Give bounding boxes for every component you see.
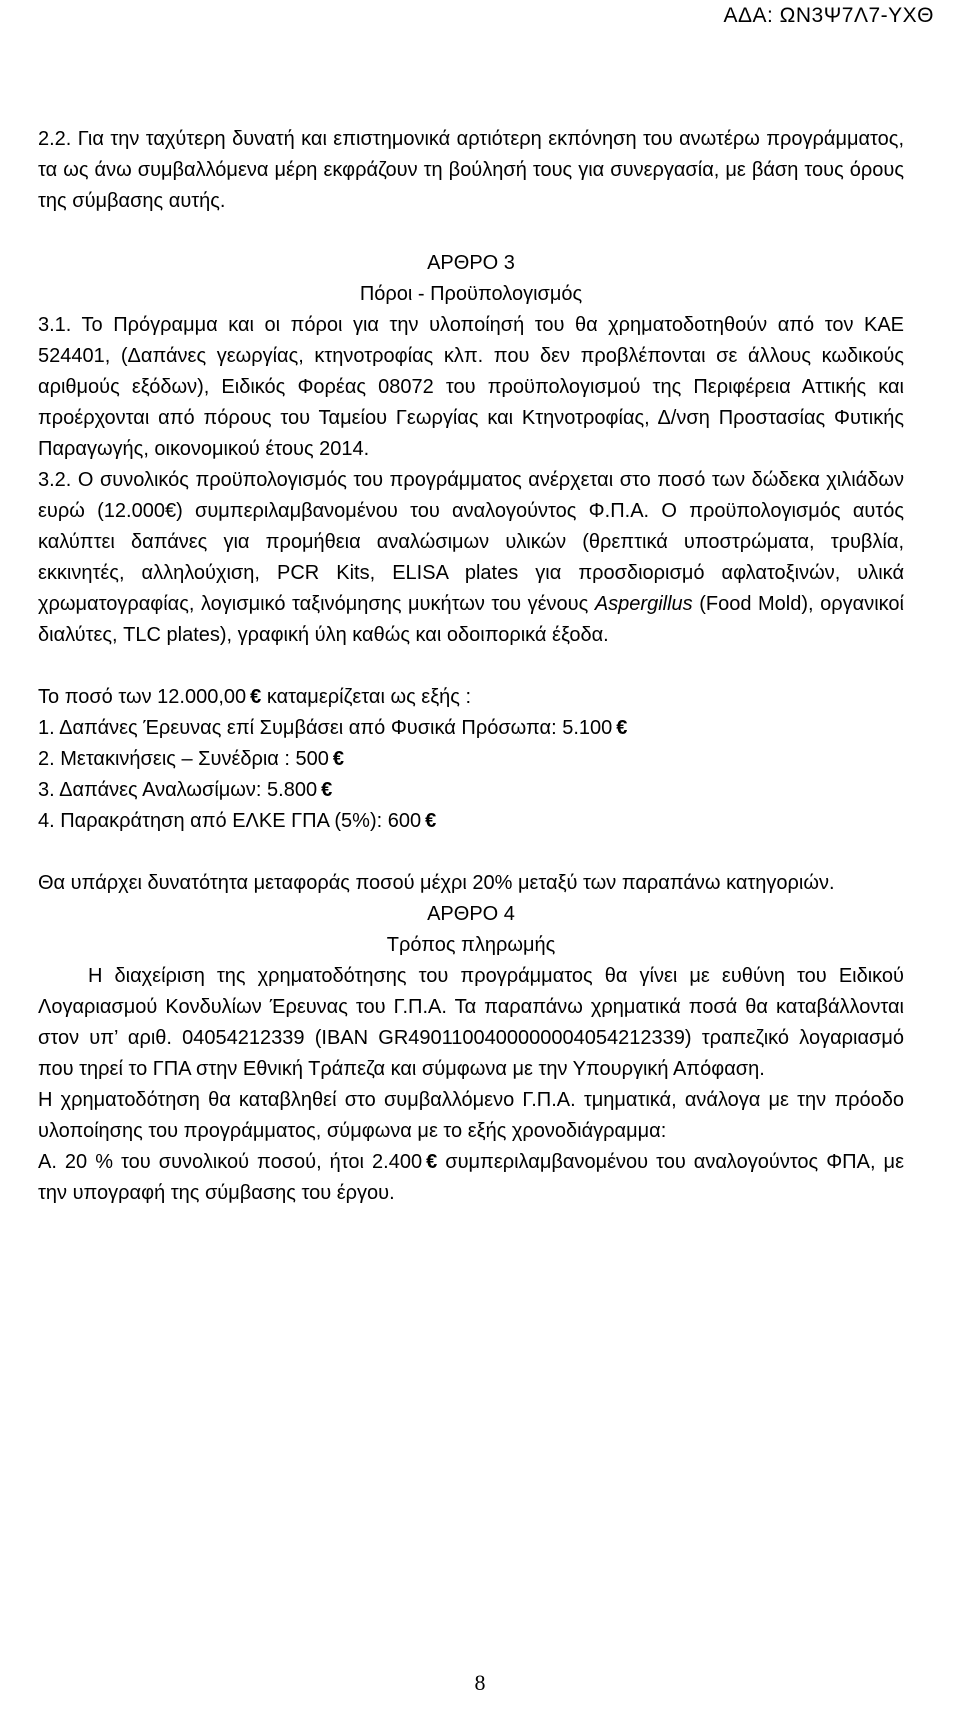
- ada-header: ΑΔΑ: ΩΝ3Ψ7Λ7-ΥΧΘ: [723, 4, 934, 27]
- document-body: [38, 124, 904, 1209]
- allocation-item-text: 3. Δαπάνες Αναλωσίμων: 5.800: [38, 779, 318, 801]
- allocation-item: [38, 744, 904, 775]
- allocation-intro-tail: καταμερίζεται ως εξής :: [266, 686, 472, 708]
- paragraph-3-2: [38, 465, 904, 651]
- installment-a-start: Α. 20 % του συνολικού ποσού, ήτοι 2.400: [38, 1151, 423, 1173]
- allocation-item: [38, 713, 904, 744]
- paragraph-3-2-text-end: (Food Mold), οργανικοί διαλύτες, TLC plates), γραφική ύλη καθώς και οδοιπορικά έξοδα.: [38, 593, 904, 646]
- euro-sign-icon: €: [321, 779, 333, 801]
- article-4-subtitle: Τρόπος πληρωμής: [386, 934, 556, 956]
- allocation-item: [38, 775, 904, 806]
- allocation-item-text: 2. Μετακινήσεις – Συνέδρια : 500: [38, 748, 329, 770]
- payment-paragraph-1: Η διαχείριση της χρηματοδότησης του προγράμματος θα γίνει με ευθύνη του Ειδικού Λογαριασμού Κονδυλίων Έρευνας του Γ.Π.Α. Τα παραπάνω χρηματικά ποσά θα καταβάλλονται στον υπ’ αριθ. 04054212339 (IBAN GR4901100400000004054212339) τραπεζικό λογαριασμό που τηρεί το ΓΠΑ στην Εθνική Τράπεζα και σύμφωνα με την Υπουργική Απόφαση.: [38, 965, 904, 1080]
- spacer: [38, 651, 904, 682]
- spacer: [38, 837, 904, 868]
- euro-sign-icon: €: [332, 748, 345, 770]
- installment-a-end: συμπεριλαμβανομένου του αναλογούντος ΦΠΑ, με την υπογραφή της σύμβασης του έργου.: [38, 1151, 904, 1204]
- allocation-item-text: 4. Παρακράτηση από ΕΛΚΕ ΓΠΑ (5%): 600: [38, 810, 422, 832]
- allocation-item-text: 1. Δαπάνες Έρευνας επί Συμβάσει από Φυσικά Πρόσωπα: 5.100: [38, 717, 613, 739]
- euro-sign-icon: €: [425, 810, 437, 832]
- allocation-amount-text: Το ποσό των 12.000,00: [38, 686, 247, 708]
- paragraph-3-1: 3.1. Το Πρόγραμμα και οι πόροι για την υλοποίησή του θα χρηματοδοτηθούν από τον ΚΑΕ 524401, (Δαπάνες γεωργίας, κτηνοτροφίας κλπ. που δεν προβλέπονται σε άλλους κωδικούς αριθμούς εξόδων), Ειδικός Φορέας 08072 του προϋπολογισμού της Περιφέρεια Αττικής και προέρχονται από πόρους του Ταμείου Γεωργίας και Κτηνοτροφίας, Δ/νση Προστασίας Φυτικής Παραγωγής, οικονομικού έτους 2014.: [38, 314, 904, 460]
- payment-paragraph-2: Η χρηματοδότηση θα καταβληθεί στο συμβαλλόμενο Γ.Π.Α. τμηματικά, ανάλογα με την πρόοδο υλοποίησης του προγράμματος, σύμφωνα με το εξής χρονοδιάγραμμα:: [38, 1089, 904, 1142]
- article-3-subtitle: Πόροι - Προϋπολογισμός: [359, 283, 583, 305]
- euro-sign-icon: €: [250, 686, 262, 708]
- allocation-item: [38, 806, 904, 837]
- article-3-title: ΑΡΘΡΟ 3: [427, 252, 515, 274]
- euro-sign-icon: €: [426, 1151, 438, 1173]
- euro-sign-icon: €: [616, 717, 628, 739]
- page-number: 8: [474, 1670, 486, 1695]
- allocation-intro: [38, 682, 904, 713]
- paragraph-3-2-text-start: 3.2. Ο συνολικός προϋπολογισμός του προγράμματος ανέρχεται στο ποσό των δώδεκα χιλιάδων ευρώ (12.000€) συμπεριλαμβανομένου του αναλογούντος Φ.Π.Α. Ο προϋπολογισμός αυτός καλύπτει δαπάνες για προμήθεια αναλώσιμων υλικών (θρεπτικά υποστρώματα, τρυβλία, εκκινητές, αλληλούχιση, PCR Kits, ELISA plates για προσδιορισμό αφλατοξινών, υλικά χρωματογραφίας, λογισμικό ταξινόμησης μυκήτων του γένους: [38, 469, 904, 615]
- installment-a: [38, 1147, 904, 1209]
- article-4-title: ΑΡΘΡΟ 4: [427, 903, 515, 925]
- transfer-note: Θα υπάρχει δυνατότητα μεταφοράς ποσού μέχρι 20% μεταξύ των παραπάνω κατηγοριών.: [38, 872, 835, 894]
- spacer: [38, 217, 904, 248]
- genus-name: Aspergillus: [594, 593, 693, 615]
- paragraph-2-2: 2.2. Για την ταχύτερη δυνατή και επιστημονικά αρτιότερη εκπόνηση του ανωτέρω προγράμματος, τα ως άνω συμβαλλόμενα μέρη εκφράζουν τη βούλησή τους για συνεργασία, με βάση τους όρους της σύμβασης αυτής.: [38, 128, 904, 212]
